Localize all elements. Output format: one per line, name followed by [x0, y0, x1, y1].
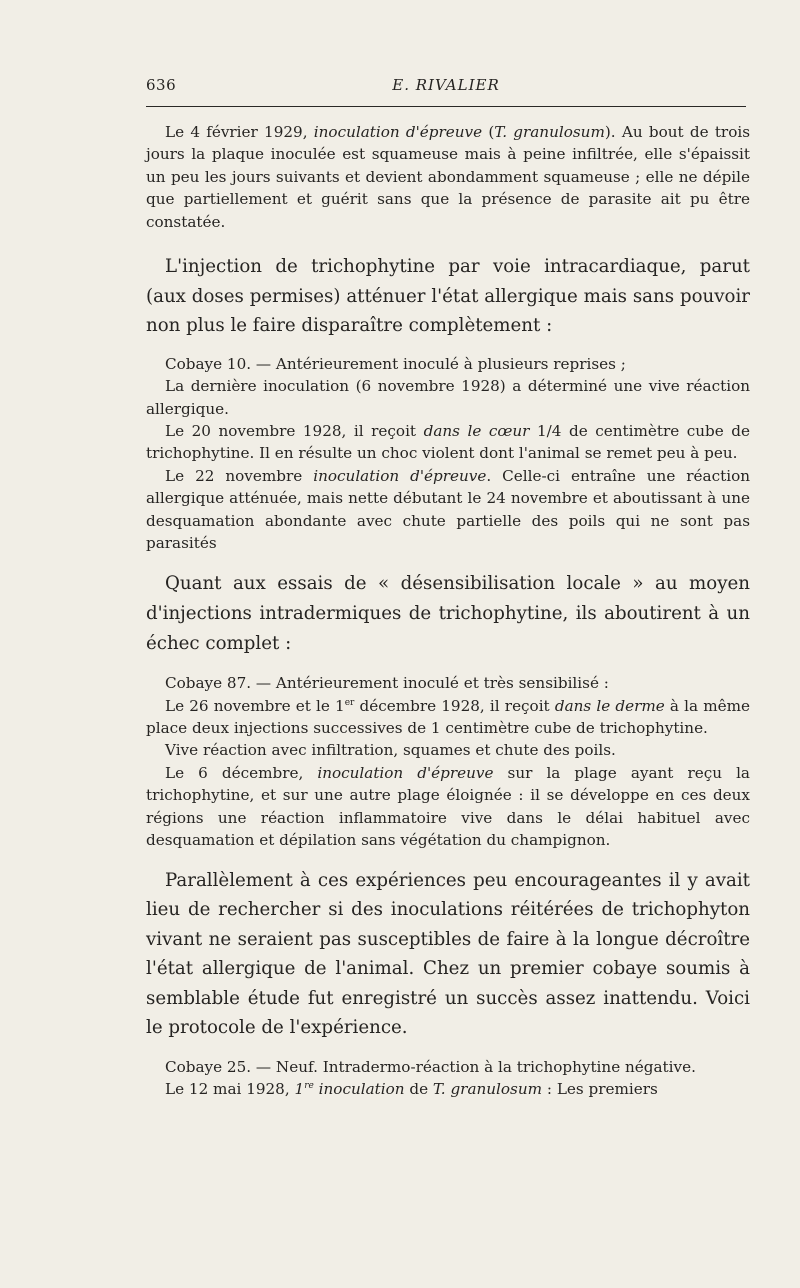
species-name: T. granulosum [494, 123, 605, 141]
text-run: : Les premiers [542, 1080, 658, 1099]
page-body [146, 121, 750, 1101]
running-header [146, 76, 746, 100]
paragraph-may-12 [146, 1078, 750, 1100]
italic-run: inoculation d'épreuve [313, 466, 487, 485]
paragraph-intracardiac-injection: L'injection de trichophytine par voie intracardiaque, parut (aux doses permises) atténuer l'état allergique mais sans pouvoir non plus le faire disparaître complètement : [146, 256, 750, 337]
ordinal-superscript: er [344, 697, 355, 708]
italic-run: inoculation d'épreuve [317, 763, 494, 782]
text-run: de [404, 1080, 433, 1099]
italic-run: 1 [294, 1080, 305, 1099]
page-number: 636 [146, 76, 177, 94]
text-run: 1/4 de centimètre cube de trichophytine. Il en résulte un choc violent dont l'animal se remet peu à peu. [146, 422, 751, 463]
paragraph-parallel-experiments: Parallèlement à ces expériences peu encourageantes il y avait lieu de rechercher si des inoculations réitérées de trichophyton vivant ne seraient pas susceptibles de faire à la longue décroître l'état allergique de l'animal. Chez un premier cobaye soumis à semblable étude fut enregistré un succès assez inattendu. Voici le protocole de l'expérience. [146, 869, 750, 1039]
text-run: . Celle-ci entraîne une réaction allergique atténuée, mais nette débutant le 24 novembre et aboutissant à une desquamation abondante avec chute partielle des poils qui ne sont pas parasités [146, 466, 750, 553]
paragraph-nov-22 [146, 465, 750, 555]
text-run: Le 12 mai 1928, [165, 1080, 295, 1099]
text-run: Le 4 février 1929, [165, 123, 314, 141]
species-name: T. granulosum [432, 1080, 543, 1099]
text-run: Le 6 décembre, [165, 763, 318, 782]
paragraph-local-desensitization: Quant aux essais de « désensibilisation locale » au moyen d'injections intradermiques de trichophytine, ils aboutirent à un échec complet : [146, 573, 750, 654]
italic-run: inoculation d'épreuve [313, 123, 483, 141]
text-run: Le 22 novembre [165, 466, 314, 485]
text-run: Le 20 novembre 1928, il reçoit [165, 422, 424, 441]
paragraph-nov-26-dec-1 [146, 695, 750, 740]
header-rule [146, 106, 746, 107]
text-run: sur la plage ayant reçu la trichophytine, et sur une autre plage éloignée : il se développe en ces deux régions une réaction inflammatoire vive dans le délai habituel avec desquamation et dépilation sans végétation du champignon. [146, 763, 750, 850]
paragraph-nov-20 [146, 420, 750, 465]
paragraph-dec-6 [146, 762, 750, 852]
italic-run: inoculation [313, 1080, 405, 1099]
paragraph-last-inoculation: La dernière inoculation (6 novembre 1928) a déterminé une vive réaction allergique. [146, 377, 750, 418]
paragraph-cobaye-87: Cobaye 87. — Antérieurement inoculé et très sensibilisé : [165, 674, 609, 693]
italic-run: dans le cœur [423, 422, 530, 441]
text-run: ). Au bout de trois jours la plaque inoculée est squameuse mais à peine infiltrée, elle s'épaissit un peu les jours suivants et devient abondamment squameuse ; elle ne dépile que partiellement et guérit sans que la présence de parasite ait pu être constatée. [146, 123, 750, 231]
text-run: décembre 1928, il reçoit [354, 696, 555, 715]
italic-run: dans le derme [554, 696, 665, 715]
paragraph-cobaye-10: Cobaye 10. — Antérieurement inoculé à plusieurs reprises ; [165, 354, 626, 373]
paragraph-cobaye-25: Cobaye 25. — Neuf. Intradermo-réaction à la trichophytine négative. [165, 1058, 696, 1077]
text-run: Le 26 novembre et le 1 [165, 696, 345, 715]
ordinal-superscript: re [304, 1081, 314, 1092]
running-title: E. RIVALIER [392, 76, 500, 94]
paragraph-inoculation-feb-1929 [146, 121, 750, 233]
text-run: ( [482, 123, 495, 141]
text-run: à la même place deux injections successives de 1 centimètre cube de trichophytine. [146, 696, 751, 738]
paragraph-vive-reaction: Vive réaction avec infiltration, squames et chute des poils. [165, 741, 616, 760]
